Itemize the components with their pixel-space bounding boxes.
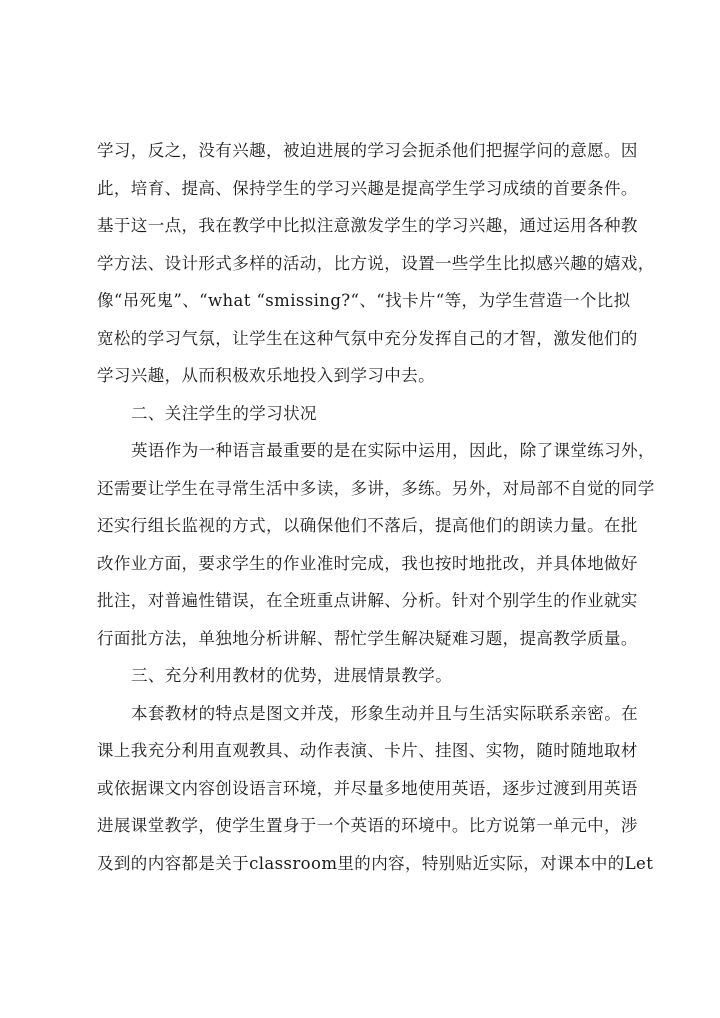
text-line: 及到的内容都是关于classroom里的内容，特别贴近实际，对课本中的Let bbox=[97, 853, 654, 873]
text-line: 学习兴趣，从而积极欢乐地投入到学习中去。 bbox=[97, 366, 435, 385]
text-line: 学习，反之，没有兴趣，被迫进展的学习会扼杀他们把握学问的意愿。因 bbox=[97, 141, 638, 160]
text-line: 行面批方法，单独地分析讲解、帮忙学生解决疑难习题，提高教学质量。 bbox=[97, 628, 638, 648]
text-line: 进展课堂教学，使学生置身于一个英语的环境中。比方说第一单元中，涉 bbox=[97, 816, 638, 835]
text-line: 学方法、设计形式多样的活动，比方说，设置一些学生比拟感兴趣的嬉戏， bbox=[97, 253, 655, 273]
text-line: 此，培育、提高、保持学生的学习兴趣是提高学生学习成绩的首要条件。 bbox=[97, 178, 638, 198]
text-line: 本套教材的特点是图文并茂，形象生动并且与生活实际联系亲密。在 bbox=[131, 703, 638, 723]
text-line: 还实行组长监视的方式，以确保他们不落后，提高他们的朗读力量。在批 bbox=[97, 516, 638, 535]
text-line: 改作业方面，要求学生的作业准时完成，我也按时地批改，并具体地做好 bbox=[97, 553, 638, 573]
section-heading: 三、充分利用教材的优势，进展情景教学。 bbox=[131, 666, 453, 685]
text-line: 课上我充分利用直观教具、动作表演、卡片、挂图、实物，随时随地取材 bbox=[97, 741, 638, 760]
text-line: 或依据课文内容创设语言环境，并尽量多地使用英语，逐步过渡到用英语 bbox=[97, 778, 638, 798]
section-heading: 二、关注学生的学习状况 bbox=[131, 403, 317, 423]
text-line: 英语作为一种语言最重要的是在实际中运用，因此，除了课堂练习外， bbox=[131, 441, 655, 460]
document-body bbox=[97, 132, 655, 882]
text-line: 像“吊死鬼”、“what “smissing?“、“找卡片“等，为学生营造一个比拟 bbox=[97, 291, 631, 310]
text-line: 批注，对普遍性错误，在全班重点讲解、分析。针对个别学生的作业就实 bbox=[97, 591, 638, 610]
text-line: 宽松的学习气氛，让学生在这种气氛中充分发挥自己的才智，激发他们的 bbox=[97, 328, 638, 348]
text-line: 基于这一点，我在教学中比拟注意激发学生的学习兴趣，通过运用各种教 bbox=[97, 216, 638, 235]
text-line: 还需要让学生在寻常生活中多读，多讲，多练。另外，对局部不自觉的同学 bbox=[97, 478, 655, 498]
